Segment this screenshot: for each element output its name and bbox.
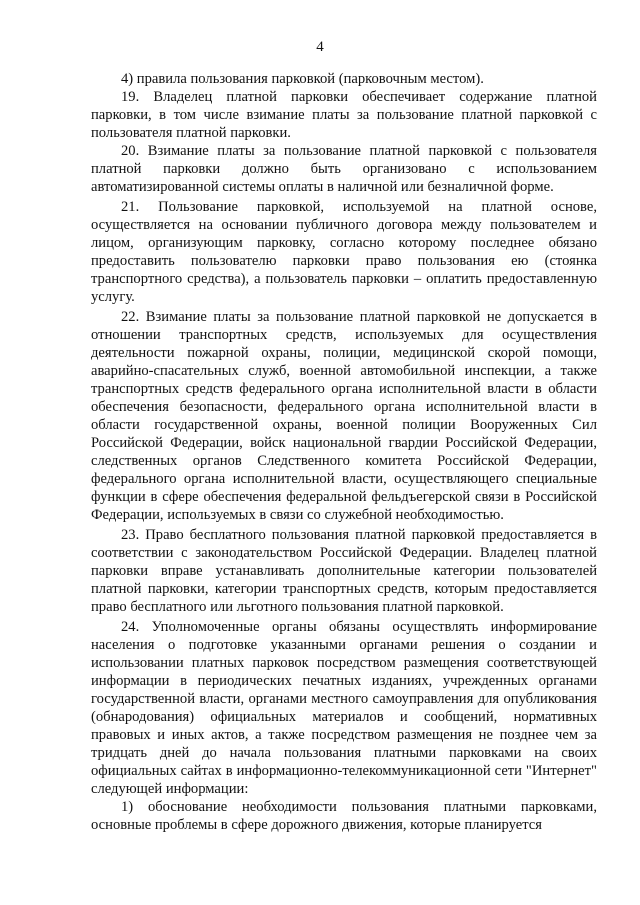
paragraph-24-item-1: 1) обоснование необходимости пользования платными парковками, основные проблемы в сфере дорожного движения, которые планируется (91, 799, 597, 833)
paragraph-23: 23. Право бесплатного пользования платной парковкой предоставляется в соответствии с законодательством Российской Федерации. Владелец платной парковки вправе устанавливать дополнительные категории пользователей платной парковки, категории транспортных средств, которым предоставляется право бесплатного или льготного пользования платной парковкой. (91, 527, 597, 615)
page-number: 4 (316, 39, 324, 55)
document-body (91, 70, 597, 834)
paragraph-21: 21. Пользование парковкой, используемой на платной основе, осуществляется на основании публичного договора между пользователем и лицом, организующим парковку, согласно которому последнее обязано предоставить пользователю парковки право пользования ею (стоянка транспортного средства), а пользователь парковки – оплатить предоставленную услугу. (91, 199, 597, 305)
paragraph-20: 20. Взимание платы за пользование платной парковкой с пользователя платной парковки должно быть организовано с использованием автоматизированной системы оплаты в наличной или безналичной форме. (91, 143, 597, 195)
paragraph-22: 22. Взимание платы за пользование платной парковкой не допускается в отношении транспортных средств, используемых для осуществления деятельности пожарной охраны, полиции, медицинской скорой помощи, аварийно-спасательных служб, военной автомобильной инспекции, а также транспортных средств федерального органа исполнительной власти в области обеспечения безопасности, федерального органа исполнительной власти в области государственной охраны, военной полиции Вооруженных Сил Российской Федерации, войск национальной гвардии Российской Федерации, следственных органов Следственного комитета Российской Федерации, федерального органа исполнительной власти, осуществляющего специальные функции в сфере обеспечения федеральной фельдъегерской связи в Российской Федерации, используемых в связи со служебной необходимостью. (91, 309, 597, 523)
paragraph-19: 19. Владелец платной парковки обеспечивает содержание платной парковки, в том числе взимание платы за пользование платной парковкой с пользователя платной парковки. (91, 89, 597, 141)
paragraph-item-4: 4) правила пользования парковкой (парковочным местом). (121, 71, 484, 87)
paragraph-24: 24. Уполномоченные органы обязаны осуществлять информирование населения о подготовке указанными органами решения о создании и использовании платных парковок посредством размещения соответствующей информации в периодических печатных изданиях, учрежденных органами государственной власти, органами местного самоуправления для опубликования (обнародования) официальных материалов и сообщений, нормативных правовых и иных актов, а также посредством размещения не позднее чем за тридцать дней до начала пользования платными парковками на своих официальных сайтах в информационно-телекоммуникационной сети "Интернет" следующей информации: (91, 619, 597, 797)
